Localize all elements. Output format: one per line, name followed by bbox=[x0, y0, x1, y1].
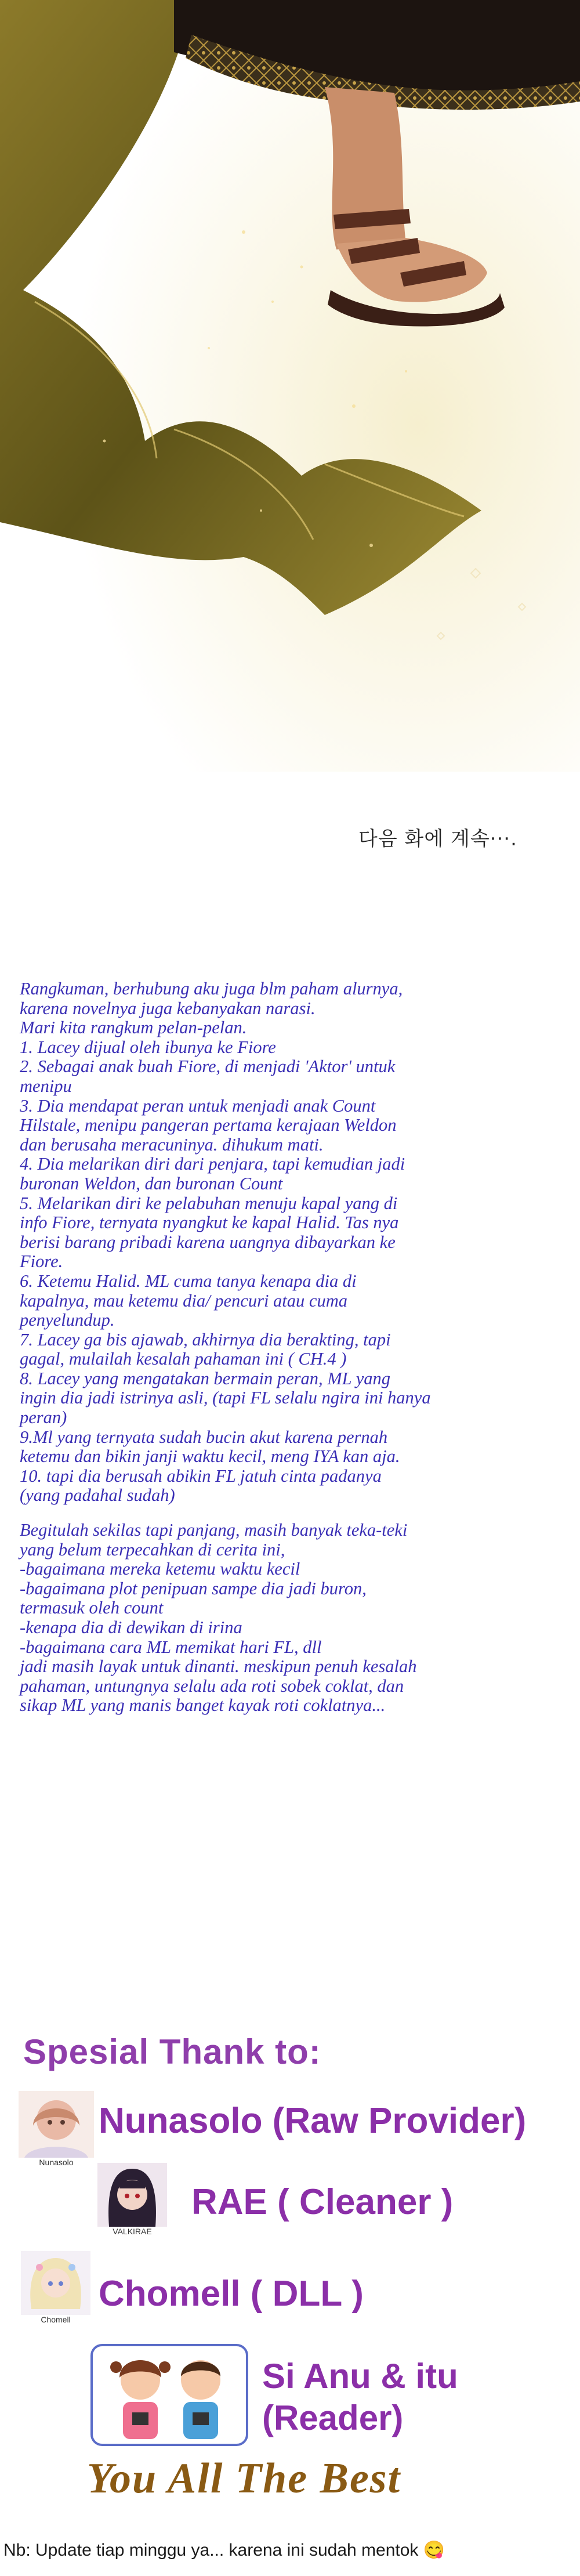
summary-closing-line: termasuk oleh count bbox=[20, 1598, 164, 1618]
signoff-text: You All The Best bbox=[87, 2455, 401, 2502]
summary-item: 10. tapi dia berusah abikin FL jatuh cinta padanya (yang padahal sudah) bbox=[20, 1466, 382, 1506]
summary-intro-line: karena novelnya juga kebanyakan narasi. bbox=[20, 998, 316, 1018]
summary-item: 9.Ml yang ternyata sudah bucin akut karena pernah ketemu dan bikin janji waktu kecil, meng IYA kan aja. bbox=[20, 1427, 400, 1467]
summary-closing-line: -bagaimana plot penipuan sampe dia jadi buron, bbox=[20, 1578, 367, 1598]
summary-item: 2. Sebagai anak buah Fiore, di menjadi 'Aktor' untuk menipu bbox=[20, 1057, 396, 1096]
avatar-chomell bbox=[21, 2251, 90, 2324]
summary-item: 6. Ketemu Halid. ML cuma tanya kenapa dia di kapalnya, mau ketemu dia/ pencuri atau cuma penyelundup. bbox=[20, 1271, 357, 1330]
summary-closing-line: -bagaimana cara ML memikat hari FL, dll bbox=[20, 1637, 322, 1657]
continue-caption: 다음 화에 계속···. bbox=[358, 827, 517, 851]
summary-item: 7. Lacey ga bis ajawab, akhirnya dia berakting, tapi gagal, mulailah kesalah pahaman ini ( CH.4 ) bbox=[20, 1329, 391, 1369]
summary-intro-line: Rangkuman, berhubung aku juga blm paham alurnya, bbox=[20, 979, 403, 998]
credit-name: Chomell ( DLL ) bbox=[99, 2274, 364, 2314]
portrait-icon bbox=[97, 2163, 167, 2227]
summary-item: 8. Lacey yang mengatakan bermain peran, ML yang ingin dia jadi istrinya asli, (tapi FL selalu ngira ini hanya peran) bbox=[20, 1368, 431, 1428]
comic-panel-artwork bbox=[0, 0, 580, 772]
portrait-icon bbox=[21, 2251, 90, 2315]
avatar-label: VALKIRAE bbox=[113, 2227, 152, 2236]
summary-item: 4. Dia melarikan diri dari penjara, tapi kemudian jadi buronan Weldon, dan buronan Count bbox=[20, 1154, 405, 1193]
credit-name: Nunasolo (Raw Provider) bbox=[99, 2101, 527, 2141]
summary-closing-line: sikap ML yang manis banget kayak roti coklatnya... bbox=[20, 1695, 386, 1716]
footnote-text: Nb: Update tiap minggu ya... karena ini sudah mentok 😋 bbox=[3, 2541, 445, 2560]
avatar-label: Chomell bbox=[41, 2315, 71, 2324]
summary-closing-line: yang belum terpecahkan di cerita ini, bbox=[20, 1539, 285, 1560]
credit-name: RAE ( Cleaner ) bbox=[191, 2182, 454, 2222]
avatar-nunasolo bbox=[19, 2091, 94, 2167]
summary-block bbox=[20, 979, 571, 1716]
credit-name: Si Anu & itu (Reader) bbox=[262, 2357, 458, 2437]
summary-closing-line: -bagaimana mereka ketemu waktu kecil bbox=[20, 1559, 300, 1579]
summary-spacer bbox=[20, 1506, 571, 1521]
avatar-label: Nunasolo bbox=[39, 2158, 74, 2167]
summary-item: 1. Lacey dijual oleh ibunya ke Fiore bbox=[20, 1037, 276, 1057]
portrait-icon bbox=[19, 2091, 94, 2158]
avatar-valkirae bbox=[97, 2163, 167, 2236]
two-readers-icon bbox=[90, 2344, 248, 2446]
special-thanks-title: Spesial Thank to: bbox=[23, 2032, 321, 2071]
summary-closing-line: -kenapa dia di dewikan di irina bbox=[20, 1618, 242, 1637]
summary-closing-line: Begitulah sekilas tapi panjang, masih banyak teka-teki bbox=[20, 1520, 408, 1540]
summary-item: 3. Dia mendapat peran untuk menjadi anak Count Hilstale, menipu pangeran pertama kerajaan Weldon dan berusaha meracuninya. dihukum mati. bbox=[20, 1095, 397, 1155]
summary-closing-line: pahaman, untungnya selalu ada roti sobek coklat, dan bbox=[20, 1676, 404, 1696]
summary-intro-line: Mari kita rangkum pelan-pelan. bbox=[20, 1018, 247, 1038]
summary-closing-line: jadi masih layak untuk dinanti. meskipun penuh kesalah bbox=[20, 1656, 417, 1677]
summary-item: 5. Melarikan diri ke pelabuhan menuju kapal yang di info Fiore, ternyata nyangkut ke kapal Halid. Tas nya berisi barang pribadi karena uangnya dibayarkan ke Fiore. bbox=[20, 1193, 399, 1272]
avatar-readers bbox=[90, 2344, 248, 2446]
